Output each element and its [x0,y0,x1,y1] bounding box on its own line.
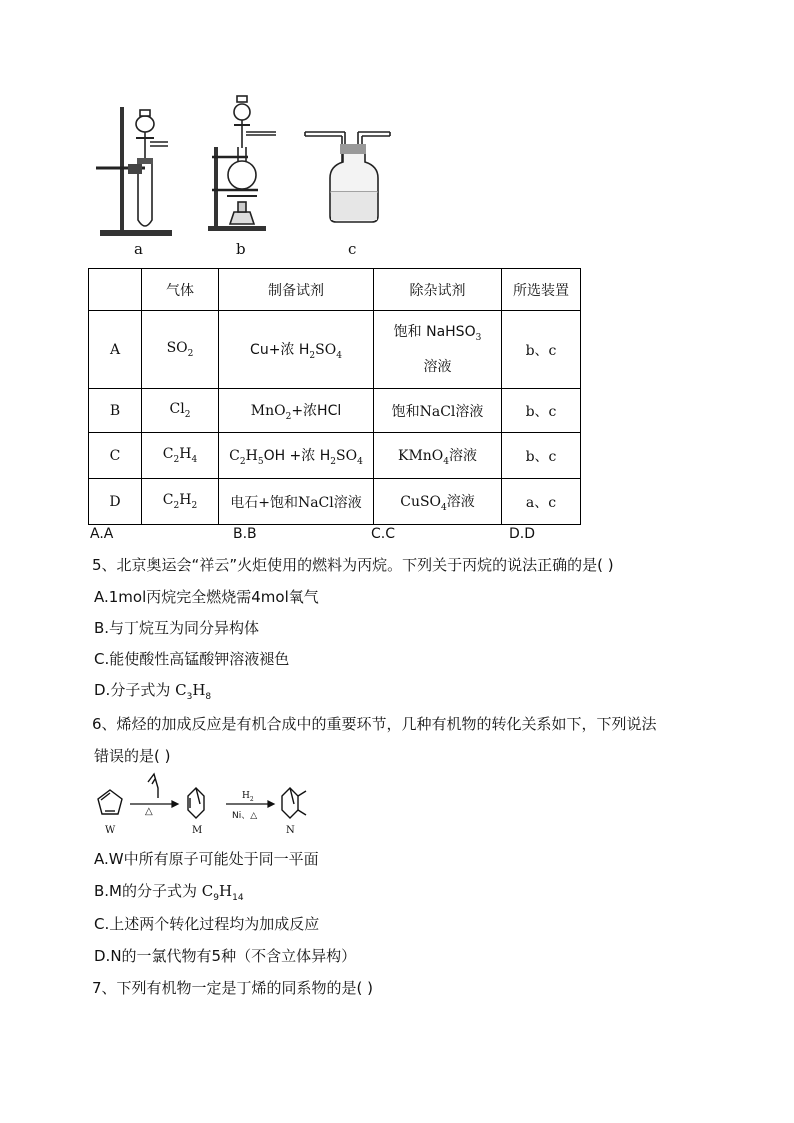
row-id: B [89,389,142,433]
q6-option-d[interactable]: D.N的一氯代物有5种（不含立体异构） [94,947,357,965]
q7-stem: 7、下列有机物一定是丁烯的同系物的是( ) [92,979,374,997]
label-c: c [348,240,357,258]
purify-cell: 饱和NaCl溶液 [374,389,502,433]
apparatus-figure [90,92,400,262]
cond2-h2: $H_2$ [242,791,254,803]
option-d[interactable]: D.D [509,526,536,542]
device-cell: b、c [502,389,581,433]
header-prep: 制备试剂 [219,269,374,311]
gas-cell: $C_2H_4$ [142,433,219,479]
prep-cell: MnO$_2$+浓HCl [219,389,374,433]
label-w: W [105,825,116,836]
molecule-m [188,788,204,818]
row-id: C [89,433,142,479]
q5-option-b[interactable]: B.与丁烷互为同分异构体 [94,619,260,637]
gas-cell: $Cl_2$ [142,389,219,433]
q5-option-a[interactable]: A.1mol丙烷完全燃烧需4mol氧气 [94,588,319,606]
reaction-scheme [92,772,332,836]
purify-cell: CuSO$_4$溶液 [374,479,502,525]
molecule-w [98,790,122,814]
reagent-alkene [148,774,158,798]
q5-stem: 5、北京奥运会“祥云”火炬使用的燃料为丙烷。下列关于丙烷的说法正确的是( ) [92,556,614,574]
device-cell: b、c [502,433,581,479]
option-a[interactable]: A.A [90,526,114,542]
q6-option-b[interactable]: B.M的分子式为 $C_9H_{14}$ [94,882,244,903]
q6-stem-line2: 错误的是( ) [94,747,171,765]
header-device: 所选装置 [502,269,581,311]
q6-stem-line1: 6、烯烃的加成反应是有机合成中的重要环节，几种有机物的转化关系如下，下列说法 [92,715,657,733]
table-row-c [89,433,581,479]
table-row-a [89,311,581,389]
cond2-catalyst: Ni、△ [232,811,258,821]
prep-cell: Cu+浓 $H_2SO_4$ [219,311,374,389]
q5-option-c[interactable]: C.能使酸性高锰酸钾溶液褪色 [94,650,290,668]
option-b[interactable]: B.B [233,526,257,542]
molecule-n [282,788,306,818]
device-cell: b、c [502,311,581,389]
row-id: D [89,479,142,525]
q5-option-d[interactable]: D.分子式为 $C_3H_8$ [94,681,212,702]
table-row-b [89,389,581,433]
apparatus-a [96,107,172,236]
gas-cell: $C_2H_2$ [142,479,219,525]
table-row-d [89,479,581,525]
arrow-1 [130,801,178,807]
apparatus-b [208,96,276,231]
table-header-row [89,269,581,311]
header-blank [89,269,142,311]
purify-cell: 饱和 NaHSO$_3$ 溶液 [374,311,502,389]
reagent-table [88,268,581,525]
apparatus-c [305,132,390,222]
header-purify: 除杂试剂 [374,269,502,311]
label-m: M [192,825,203,836]
option-c[interactable]: C.C [371,526,396,542]
prep-cell: 电石+饱和NaCl溶液 [219,479,374,525]
label-b: b [236,240,246,258]
prep-cell: $C_2H_5OH$ +浓 $H_2SO_4$ [219,433,374,479]
header-gas: 气体 [142,269,219,311]
device-cell: a、c [502,479,581,525]
q6-option-a[interactable]: A.W中所有原子可能处于同一平面 [94,850,319,868]
label-a: a [134,240,143,258]
q6-option-c[interactable]: C.上述两个转化过程均为加成反应 [94,915,320,933]
gas-cell: $SO_2$ [142,311,219,389]
purify-cell: KMnO$_4$溶液 [374,433,502,479]
cond1-heat: △ [145,806,153,817]
row-id: A [89,311,142,389]
label-n: N [286,825,295,836]
